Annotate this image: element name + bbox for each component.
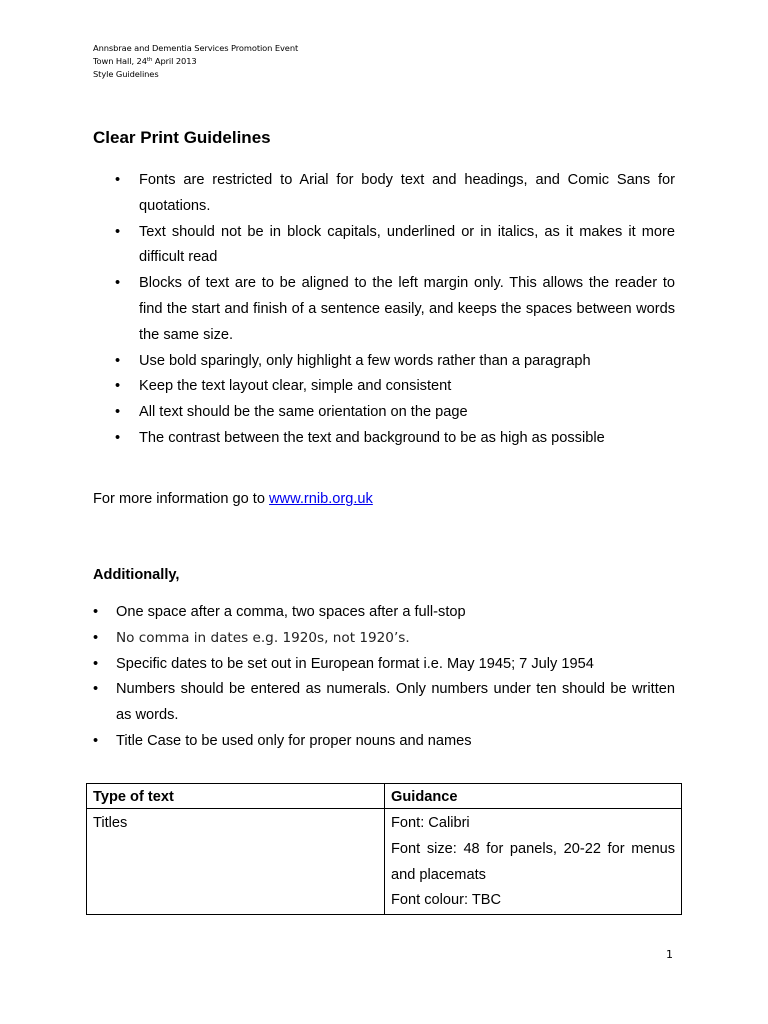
guidance-font: Font: Calibri — [391, 815, 470, 831]
document-header — [93, 42, 298, 81]
table-header-row — [87, 784, 682, 809]
guidance-table — [86, 783, 682, 915]
bullet-icon: • — [93, 629, 99, 646]
bullet-icon: • — [115, 429, 121, 446]
page-number: 1 — [666, 948, 673, 961]
additional-item: • Specific dates to be set out in European format i.e. May 1945; 7 July 1954 — [93, 652, 675, 678]
bullet-icon: • — [115, 404, 121, 421]
bullet-icon: • — [93, 655, 99, 672]
clear-print-guidelines-list — [93, 168, 675, 452]
guideline-item: • Text should not be in block capitals, underlined or in italics, as it makes it more difficult read — [93, 220, 675, 272]
guideline-item: • Fonts are restricted to Arial for body text and headings, and Comic Sans for quotations. — [93, 168, 675, 220]
guideline-item: • All text should be the same orientation on the page — [93, 400, 675, 426]
bullet-icon: • — [93, 732, 99, 749]
bullet-icon: • — [115, 275, 121, 292]
guidance-font-colour: Font colour: TBC — [391, 892, 502, 909]
column-header-type: Type of text — [87, 784, 385, 809]
additionally-heading: Additionally, — [93, 567, 180, 583]
additional-item: • Numbers should be entered as numerals. Only numbers under ten should be written as words. — [93, 677, 675, 729]
cell-guidance — [385, 809, 682, 915]
bullet-icon: • — [115, 378, 121, 395]
additional-item: • No comma in dates e.g. 1920s, not 1920’s. — [93, 626, 675, 652]
page-title: Clear Print Guidelines — [93, 128, 271, 147]
cell-type: Titles — [87, 809, 385, 915]
bullet-icon: • — [115, 172, 121, 188]
guidance-font-size: Font size: 48 for panels, 20-22 for menus and placemats — [391, 840, 675, 883]
additional-item: • One space after a comma, two spaces after a full-stop — [93, 600, 675, 626]
bullet-icon: • — [93, 681, 99, 698]
guideline-item: • Use bold sparingly, only highlight a few words rather than a paragraph — [93, 349, 675, 375]
bullet-icon: • — [115, 223, 121, 240]
header-event-name: Annsbrae and Dementia Services Promotion Event — [93, 43, 299, 53]
guideline-item: • Keep the text layout clear, simple and consistent — [93, 374, 675, 400]
header-venue-date: Town Hall, 24th April 2013 — [93, 56, 197, 66]
additional-item: • Title Case to be used only for proper nouns and names — [93, 729, 675, 755]
more-info-line — [93, 488, 373, 510]
bullet-icon: • — [115, 352, 121, 369]
additional-rules-list — [93, 600, 675, 755]
guideline-item: • The contrast between the text and background to be as high as possible — [93, 426, 675, 452]
more-info-text: For more information go to — [93, 491, 270, 507]
column-header-guidance: Guidance — [385, 784, 682, 809]
guideline-item: • Blocks of text are to be aligned to the left margin only. This allows the reader to find the start and finish of a sentence easily, and keeps the spaces between words the same size. — [93, 271, 675, 348]
header-doc-type: Style Guidelines — [93, 69, 159, 79]
bullet-icon: • — [93, 604, 99, 620]
table-row — [87, 809, 682, 915]
rnib-link[interactable]: www.rnib.org.uk — [269, 491, 373, 507]
